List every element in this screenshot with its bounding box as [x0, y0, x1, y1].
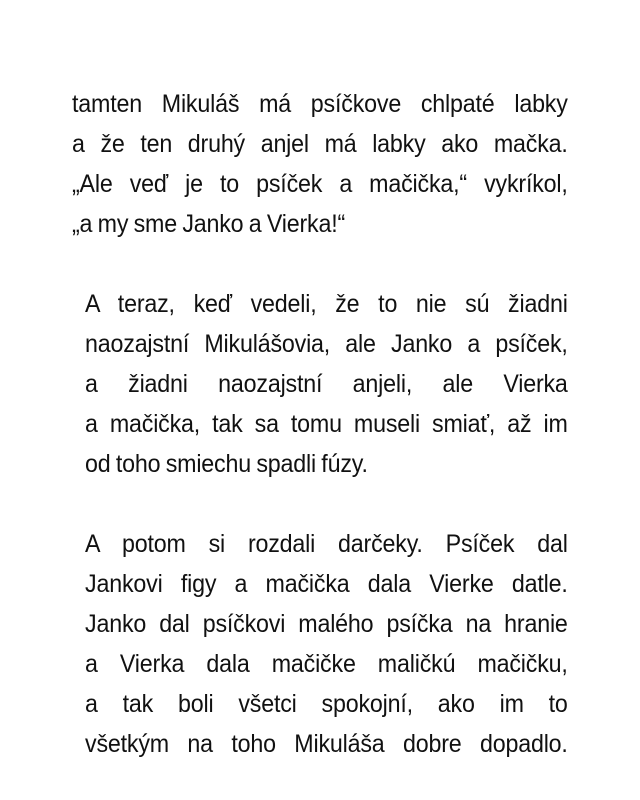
text-line: A potom si rozdali darčeky. Psíček dal [85, 530, 568, 558]
book-page [72, 84, 568, 764]
text-line: A teraz, keď vedeli, že to nie sú žiadni [85, 290, 568, 318]
text-line: naozajstní Mikulášovia, ale Janko a psíček, [85, 330, 568, 358]
text-line: a žiadni naozajstní anjeli, ale Vierka [85, 370, 568, 398]
paragraph-1 [72, 84, 568, 244]
text-line: tamten Mikuláš má psíčkove chlpaté labky [72, 90, 568, 118]
paragraph-3 [72, 524, 568, 764]
paragraph-2 [72, 284, 568, 484]
text-line: a Vierka dala mačičke maličkú mačičku, [85, 650, 568, 678]
text-line: všetkým na toho Mikuláša dobre dopadlo. [85, 730, 568, 758]
text-line: Jankovi figy a mačička dala Vierke datle. [85, 570, 568, 598]
text-line: „Ale veď je to psíček a mačička,“ vykríkol, [72, 170, 568, 198]
text-line: a že ten druhý anjel má labky ako mačka. [72, 130, 568, 158]
text-line: „a my sme Janko a Vierka!“ [72, 210, 346, 238]
text-line: a tak boli všetci spokojní, ako im to [85, 690, 568, 718]
text-line: od toho smiechu spadli fúzy. [85, 450, 368, 478]
text-line: Janko dal psíčkovi malého psíčka na hranie [85, 610, 568, 638]
text-line: a mačička, tak sa tomu museli smiať, až im [85, 410, 568, 438]
